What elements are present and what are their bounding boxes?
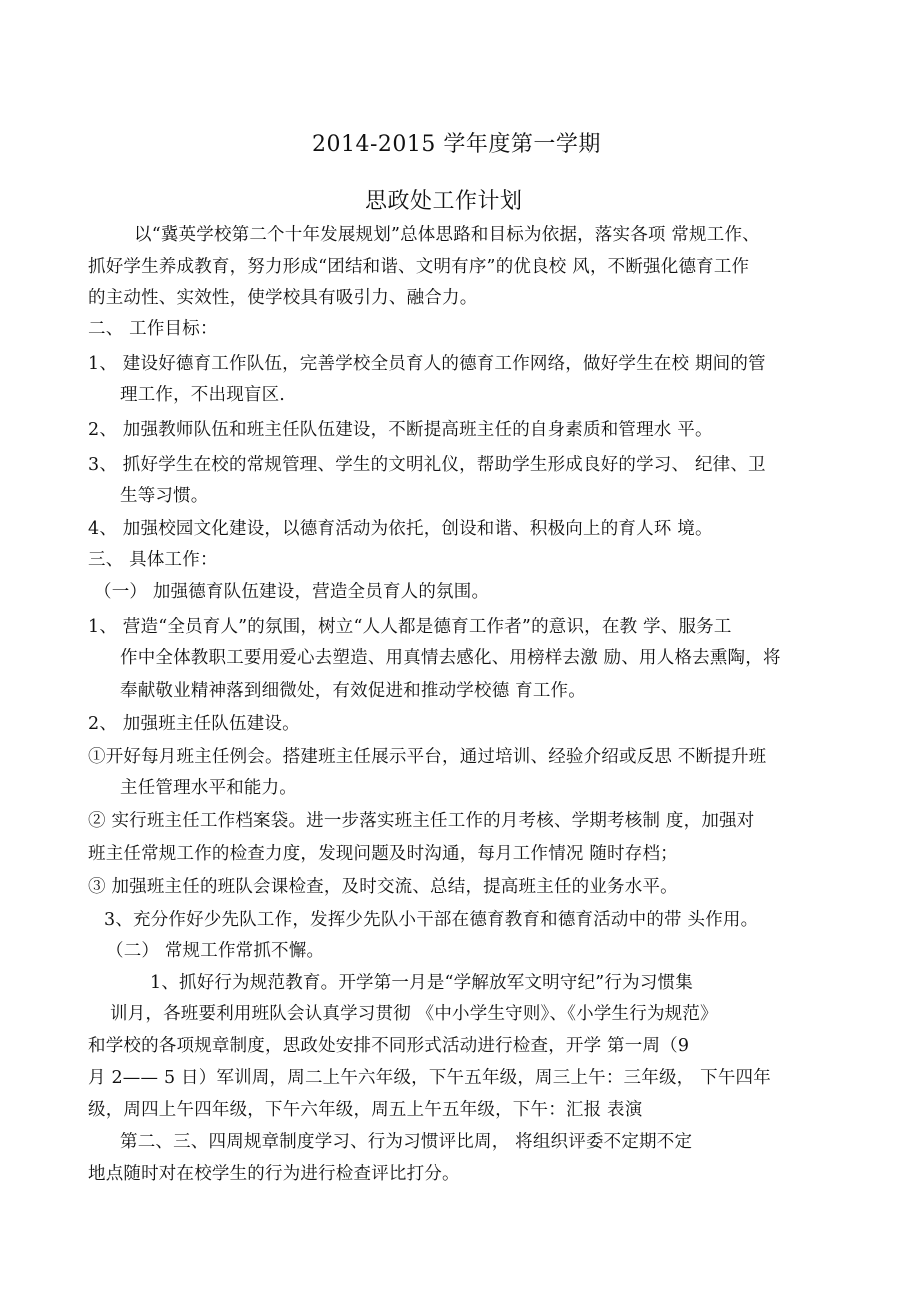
goal-item: 3、 抓好学生在校的常规管理、学生的文明礼仪，帮助学生形成良好的学习、 纪律、卫 (88, 455, 766, 475)
intro-line: 以“冀英学校第二个十年发展规划”总体思路和目标为依据，落实各项 常规工作、 (134, 225, 760, 245)
task-subitem: ①开好每月班主任例会。搭建班主任展示平台，通过培训、经验介绍或反思 不断提升班 (88, 747, 767, 767)
intro-line: 的主动性、实效性，使学校具有吸引力、融合力。 (88, 288, 478, 308)
task-subitem-continuation: 主任管理水平和能力。 (120, 778, 297, 798)
goal-item: 2、 加强教师队伍和班主任队伍建设，不断提高班主任的自身素质和管理水 平。 (88, 420, 713, 440)
document-title: 思政处工作计划 (365, 189, 523, 214)
routine-paragraph-line: 和学校的各项规章制度，思政处安排不同形式活动进行检查，开学 第一周（9 (88, 1036, 690, 1056)
subsection-heading: （二） 常规工作常抓不懈。 (106, 941, 325, 961)
section-heading-tasks: 三、 具体工作： (88, 550, 218, 570)
task-subitem: ② 实行班主任工作档案袋。进一步落实班主任工作的月考核、学期考核制 度，加强对 (88, 811, 755, 831)
subsection-heading: （一） 加强德育队伍建设，营造全员育人的氛围。 (94, 582, 490, 602)
task-item-continuation: 作中全体教职工要用爱心去塑造、用真情去感化、用榜样去激 励、用人格去熏陶，将 (120, 648, 781, 668)
routine-paragraph-line: 训月，各班要利用班队会认真学习贯彻 《中小学生守则》、《小学生行为规范》 (110, 1004, 718, 1024)
goal-item-continuation: 生等习惯。 (120, 486, 209, 506)
routine-paragraph-line: 1、抓好行为规范教育。开学第一月是“学解放军文明守纪”行为习惯集 (150, 973, 693, 993)
goal-item: 1、 建设好德育工作队伍，完善学校全员育人的德育工作网络，做好学生在校 期间的管 (88, 354, 766, 374)
task-item: 3、充分作好少先队工作，发挥少先队小干部在德育教育和德育活动中的带 头作用。 (104, 910, 759, 930)
task-subitem: ③ 加强班主任的班队会课检查，及时交流、总结，提高班主任的业务水平。 (88, 877, 678, 897)
intro-line: 抓好学生养成教育，努力形成“团结和谐、文明有序”的优良校 风，不断强化德育工作 (88, 257, 750, 277)
goal-item-continuation: 理工作，不出现盲区. (120, 385, 286, 405)
goal-item: 4、 加强校园文化建设，以德育活动为依托，创设和谐、积极向上的育人环 境。 (88, 519, 713, 539)
document-title-year: 2014-2015 学年度第一学期 (312, 132, 601, 157)
task-subitem-continuation: 班主任常规工作的检查力度，发现问题及时沟通，每月工作情况 随时存档； (88, 844, 678, 864)
task-item-continuation: 奉献敬业精神落到细微处，有效促进和推动学校德 育工作。 (120, 681, 586, 701)
routine-paragraph-line: 月 2—— 5 日）军训周，周二上午六年级，下午五年级，周三上午：三年级， 下午四年 (88, 1068, 771, 1088)
routine-paragraph-line: 地点随时对在校学生的行为进行检查评比打分。 (88, 1164, 460, 1184)
task-item: 1、 营造“全员育人”的氛围，树立“人人都是德育工作者”的意识，在教 学、服务工 (88, 617, 732, 637)
task-item: 2、 加强班主任队伍建设。 (88, 714, 300, 734)
routine-paragraph-line: 第二、三、四周规章制度学习、行为习惯评比周， 将组织评委不定期不定 (120, 1132, 693, 1152)
section-heading-goals: 二、 工作目标： (88, 319, 218, 339)
routine-paragraph-line: 级，周四上午四年级，下午六年级，周五上午五年级，下午：汇报 表演 (88, 1100, 643, 1120)
